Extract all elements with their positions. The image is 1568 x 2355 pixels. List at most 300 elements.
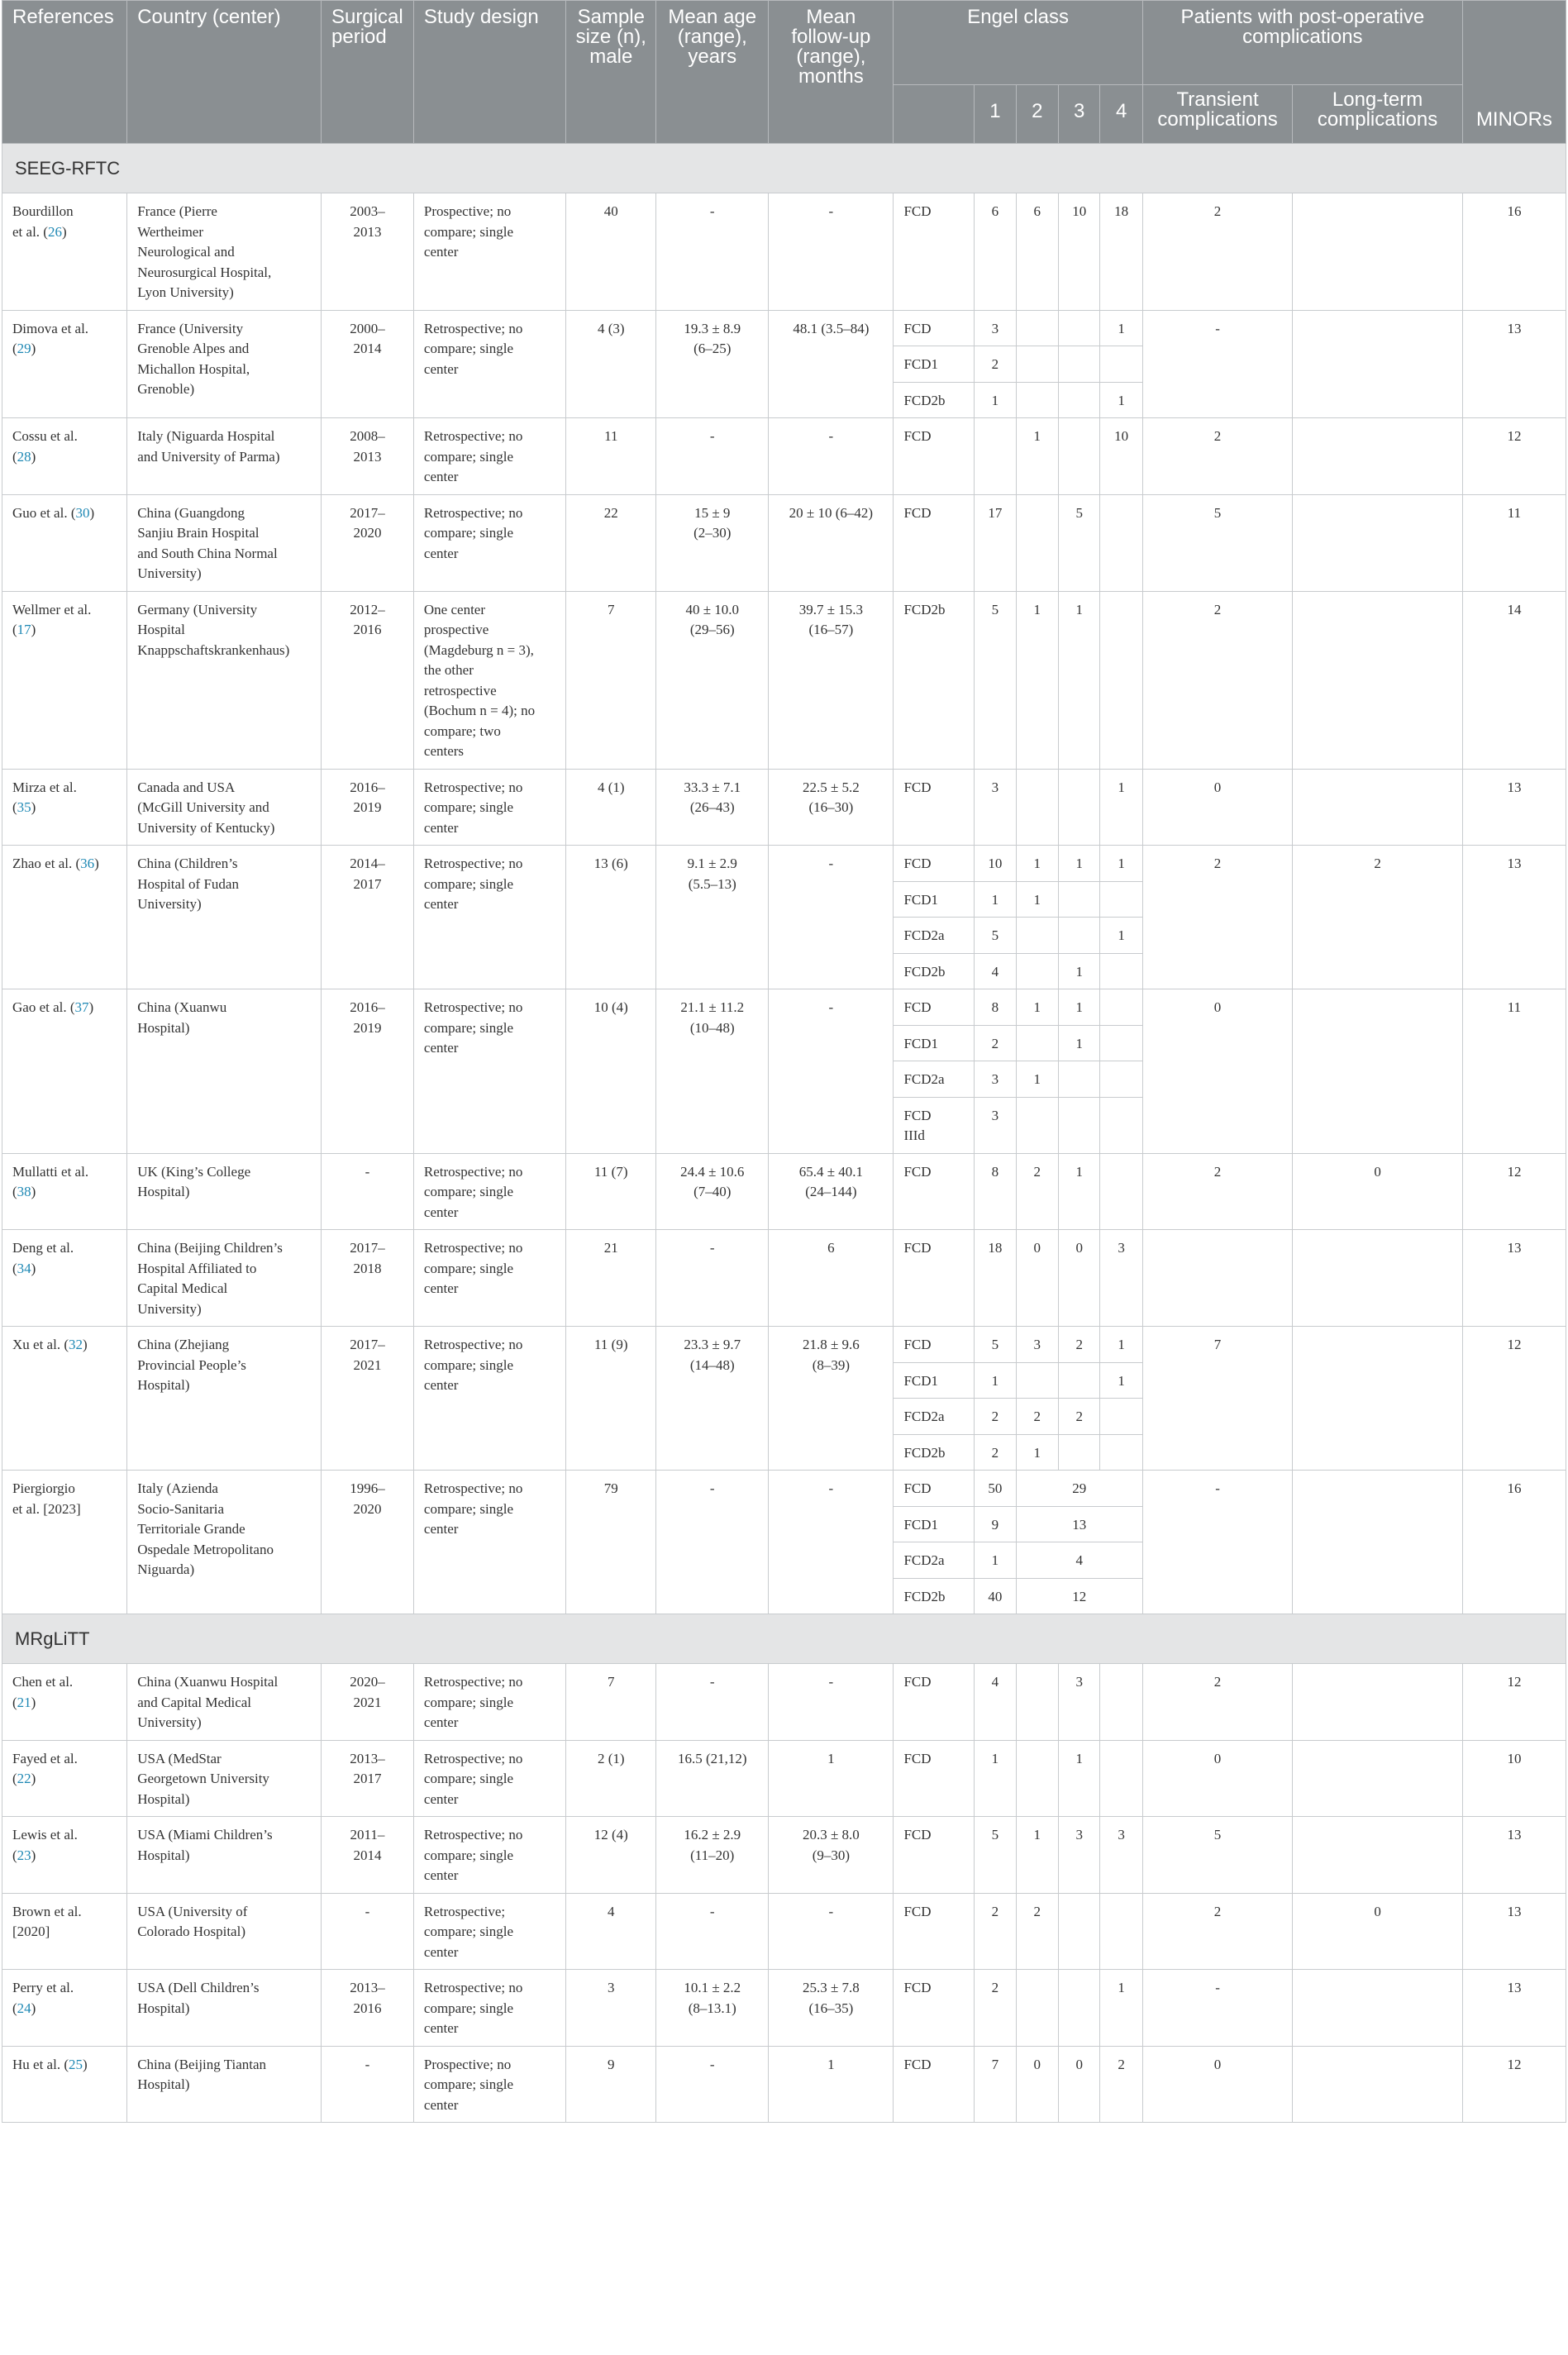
mean-followup-cell: - xyxy=(769,1471,894,1614)
study-design-cell: Retrospective; no compare; single center xyxy=(413,846,565,989)
transient-complications-cell: 2 xyxy=(1142,1893,1292,1970)
engel-4-cell xyxy=(1100,1097,1142,1153)
reference-link[interactable]: 29 xyxy=(17,341,31,356)
longterm-complications-cell xyxy=(1293,418,1463,495)
reference-text: Hu et al. ( xyxy=(12,2056,69,2072)
mean-age-cell: - xyxy=(656,1471,769,1614)
country-cell: Canada and USA (McGill University and University of Kentucky) xyxy=(127,769,322,846)
reference-link[interactable]: 22 xyxy=(17,1771,31,1786)
engel-3-cell xyxy=(1059,1970,1100,2047)
reference-close: ) xyxy=(82,2056,88,2072)
longterm-complications-cell xyxy=(1293,989,1463,1154)
study-design-cell: Prospective; no compare; single center xyxy=(413,2046,565,2123)
reference-text: Piergiorgio et al. [2023] xyxy=(12,1480,81,1517)
longterm-complications-cell xyxy=(1293,1740,1463,1817)
engel-3-cell: 1 xyxy=(1059,591,1100,769)
reference-cell xyxy=(2,1327,127,1471)
fcd-type-cell: FCD xyxy=(894,1893,975,1970)
reference-close: ) xyxy=(31,799,36,815)
header-engel-type-blank xyxy=(894,85,975,144)
sample-size-cell: 11 (7) xyxy=(566,1153,656,1230)
study-design-cell: Retrospective; no compare; single center xyxy=(413,310,565,418)
table-row xyxy=(2,1327,1566,1363)
transient-complications-cell: 2 xyxy=(1142,591,1292,769)
engel-3-cell: 1 xyxy=(1059,846,1100,882)
reference-text: Cossu et al. ( xyxy=(12,428,78,465)
header-engel-4: 4 xyxy=(1100,85,1142,144)
minors-cell: 12 xyxy=(1462,1664,1566,1741)
engel-1-cell xyxy=(975,418,1016,495)
sample-size-cell: 79 xyxy=(566,1471,656,1614)
reference-cell xyxy=(2,1817,127,1894)
mean-age-cell: 23.3 ± 9.7 (14–48) xyxy=(656,1327,769,1471)
engel-2-cell xyxy=(1016,1664,1058,1741)
sample-size-cell: 22 xyxy=(566,494,656,591)
study-design-cell: Retrospective; no compare; single center xyxy=(413,1817,565,1894)
fcd-type-cell: FCD1 xyxy=(894,1025,975,1061)
mean-age-cell: - xyxy=(656,1893,769,1970)
engel-1-cell: 5 xyxy=(975,1817,1016,1894)
engel-2-cell: 1 xyxy=(1016,1061,1058,1098)
header-longterm-complications: Long-term complications xyxy=(1293,85,1463,144)
engel-1-cell: 5 xyxy=(975,591,1016,769)
engel-1-cell: 3 xyxy=(975,1097,1016,1153)
engel-1-cell: 3 xyxy=(975,769,1016,846)
fcd-type-cell: FCD1 xyxy=(894,1362,975,1399)
mean-age-cell: 10.1 ± 2.2 (8–13.1) xyxy=(656,1970,769,2047)
reference-close: ) xyxy=(31,622,36,637)
engel-4-cell xyxy=(1100,953,1142,989)
reference-link[interactable]: 32 xyxy=(68,1337,83,1352)
engel-2-cell: 3 xyxy=(1016,1327,1058,1363)
engel-4-cell: 1 xyxy=(1100,1970,1142,2047)
minors-cell: 12 xyxy=(1462,1153,1566,1230)
fcd-type-cell: FCD2b xyxy=(894,382,975,418)
minors-cell: 13 xyxy=(1462,846,1566,989)
engel-2-cell: 6 xyxy=(1016,193,1058,311)
table-body xyxy=(2,144,1566,2123)
transient-complications-cell: 0 xyxy=(1142,989,1292,1154)
reference-cell xyxy=(2,591,127,769)
mean-followup-cell: 20 ± 10 (6–42) xyxy=(769,494,894,591)
transient-complications-cell: 2 xyxy=(1142,418,1292,495)
engel-1-cell: 3 xyxy=(975,1061,1016,1098)
engel-3-cell: 1 xyxy=(1059,953,1100,989)
reference-text: Wellmer et al. ( xyxy=(12,601,92,637)
reference-text: Bourdillon et al. ( xyxy=(12,203,74,240)
reference-text: Zhao et al. ( xyxy=(12,856,81,871)
country-cell: UK (King’s College Hospital) xyxy=(127,1153,322,1230)
engel-4-cell xyxy=(1100,1740,1142,1817)
country-cell: China (Xuanwu Hospital) xyxy=(127,989,322,1154)
sample-size-cell: 2 (1) xyxy=(566,1740,656,1817)
transient-complications-cell: 0 xyxy=(1142,769,1292,846)
mean-age-cell: 16.5 (21,12) xyxy=(656,1740,769,1817)
reference-cell xyxy=(2,418,127,495)
header-surgical-period: Surgical period xyxy=(322,1,414,144)
surgical-period-cell: 2017– 2021 xyxy=(322,1327,414,1471)
sample-size-cell: 7 xyxy=(566,591,656,769)
longterm-complications-cell xyxy=(1293,494,1463,591)
transient-complications-cell: 2 xyxy=(1142,1153,1292,1230)
sample-size-cell: 40 xyxy=(566,193,656,311)
engel-2-4-cell: 12 xyxy=(1016,1578,1142,1614)
mean-followup-cell: - xyxy=(769,418,894,495)
transient-complications-cell: 7 xyxy=(1142,1327,1292,1471)
minors-cell: 10 xyxy=(1462,1740,1566,1817)
sample-size-cell: 21 xyxy=(566,1230,656,1327)
country-cell: USA (University of Colorado Hospital) xyxy=(127,1893,322,1970)
study-design-cell: Retrospective; no compare; single center xyxy=(413,1664,565,1741)
header-engel-1: 1 xyxy=(975,85,1016,144)
reference-cell xyxy=(2,2046,127,2123)
engel-3-cell: 0 xyxy=(1059,1230,1100,1327)
engel-2-cell: 0 xyxy=(1016,1230,1058,1327)
fcd-type-cell: FCD1 xyxy=(894,346,975,383)
engel-2-cell xyxy=(1016,494,1058,591)
reference-link[interactable]: 38 xyxy=(17,1184,31,1199)
reference-link[interactable]: 30 xyxy=(75,504,90,521)
mean-followup-cell: 25.3 ± 7.8 (16–35) xyxy=(769,1970,894,2047)
reference-link[interactable]: 17 xyxy=(17,622,31,637)
country-cell: USA (Dell Children’s Hospital) xyxy=(127,1970,322,2047)
reference-cell xyxy=(2,1740,127,1817)
reference-cell xyxy=(2,1471,127,1614)
longterm-complications-cell: 0 xyxy=(1293,1893,1463,1970)
sample-size-cell: 11 (9) xyxy=(566,1327,656,1471)
engel-3-cell: 2 xyxy=(1059,1327,1100,1363)
header-minors-label: MINORs xyxy=(1475,108,1552,131)
header-engel-3: 3 xyxy=(1059,85,1100,144)
engel-3-cell xyxy=(1059,1362,1100,1399)
engel-2-cell: 1 xyxy=(1016,591,1058,769)
fcd-type-cell: FCD xyxy=(894,2046,975,2123)
engel-3-cell xyxy=(1059,1434,1100,1471)
reference-link[interactable]: 21 xyxy=(17,1694,31,1710)
engel-1-cell: 9 xyxy=(975,1506,1016,1542)
study-design-cell: One center prospective (Magdeburg n = 3), the other retrospective (Bochum n = 4); no compare; two centers xyxy=(413,591,565,769)
engel-1-cell: 1 xyxy=(975,382,1016,418)
engel-2-cell xyxy=(1016,346,1058,383)
country-cell: France (Pierre Wertheimer Neurological and Neurosurgical Hospital, Lyon University) xyxy=(127,193,322,311)
reference-close: ) xyxy=(88,999,94,1015)
minors-cell: 13 xyxy=(1462,1817,1566,1894)
header-mean-age: Mean age (range), years xyxy=(656,1,769,144)
engel-2-cell: 1 xyxy=(1016,1434,1058,1471)
mean-followup-cell: - xyxy=(769,846,894,989)
study-design-cell: Retrospective; no compare; single center xyxy=(413,1153,565,1230)
minors-cell: 16 xyxy=(1462,1471,1566,1614)
engel-1-cell: 50 xyxy=(975,1471,1016,1507)
table-row xyxy=(2,2046,1566,2123)
header-minors xyxy=(1462,1,1566,144)
table-row xyxy=(2,1664,1566,1741)
engel-3-cell: 0 xyxy=(1059,2046,1100,2123)
mean-followup-cell: - xyxy=(769,1664,894,1741)
fcd-type-cell: FCD xyxy=(894,310,975,346)
surgical-period-cell: - xyxy=(322,1893,414,1970)
country-cell: USA (MedStar Georgetown University Hospital) xyxy=(127,1740,322,1817)
engel-2-cell: 1 xyxy=(1016,989,1058,1026)
mean-age-cell: - xyxy=(656,1664,769,1741)
engel-4-cell xyxy=(1100,1399,1142,1435)
surgical-period-cell: 2017– 2020 xyxy=(322,494,414,591)
engel-2-cell xyxy=(1016,1097,1058,1153)
fcd-type-cell: FCD1 xyxy=(894,881,975,918)
country-cell: China (Xuanwu Hospital and Capital Medical University) xyxy=(127,1664,322,1741)
reference-link[interactable]: 24 xyxy=(17,2000,31,2016)
engel-3-cell xyxy=(1059,418,1100,495)
engel-2-cell xyxy=(1016,918,1058,954)
engel-4-cell xyxy=(1100,1153,1142,1230)
transient-complications-cell: - xyxy=(1142,1471,1292,1614)
engel-4-cell xyxy=(1100,346,1142,383)
reference-link[interactable]: 35 xyxy=(17,799,31,815)
engel-3-cell xyxy=(1059,918,1100,954)
engel-1-cell: 2 xyxy=(975,1399,1016,1435)
engel-3-cell: 1 xyxy=(1059,1025,1100,1061)
longterm-complications-cell xyxy=(1293,1970,1463,2047)
reference-link[interactable]: 23 xyxy=(17,1847,31,1863)
reference-close: ) xyxy=(31,1847,36,1863)
header-study-design: Study design xyxy=(413,1,565,144)
surgical-period-cell: 1996– 2020 xyxy=(322,1471,414,1614)
minors-cell: 16 xyxy=(1462,193,1566,311)
mean-age-cell: 15 ± 9 (2–30) xyxy=(656,494,769,591)
table-row xyxy=(2,1970,1566,2047)
engel-4-cell xyxy=(1100,1434,1142,1471)
longterm-complications-cell xyxy=(1293,1471,1463,1614)
surgical-period-cell: 2008– 2013 xyxy=(322,418,414,495)
reference-cell xyxy=(2,846,127,989)
fcd-type-cell: FCD2a xyxy=(894,1542,975,1579)
surgical-period-cell: 2016– 2019 xyxy=(322,989,414,1154)
study-design-cell: Retrospective; no compare; single center xyxy=(413,989,565,1154)
engel-4-cell xyxy=(1100,1061,1142,1098)
engel-1-cell: 8 xyxy=(975,1153,1016,1230)
mean-age-cell: - xyxy=(656,193,769,311)
longterm-complications-cell xyxy=(1293,2046,1463,2123)
surgical-period-cell: 2012– 2016 xyxy=(322,591,414,769)
minors-cell: 13 xyxy=(1462,1230,1566,1327)
reference-link[interactable]: 36 xyxy=(80,856,95,871)
engel-4-cell: 1 xyxy=(1100,1327,1142,1363)
fcd-type-cell: FCD xyxy=(894,1664,975,1741)
country-cell: China (Beijing Children’s Hospital Affiliated to Capital Medical University) xyxy=(127,1230,322,1327)
engel-4-cell: 1 xyxy=(1100,769,1142,846)
engel-2-cell xyxy=(1016,1025,1058,1061)
minors-cell: 13 xyxy=(1462,310,1566,418)
reference-text: Xu et al. ( xyxy=(12,1337,69,1352)
table-row xyxy=(2,418,1566,495)
engel-2-cell xyxy=(1016,769,1058,846)
table-row xyxy=(2,494,1566,591)
engel-3-cell xyxy=(1059,1097,1100,1153)
surgical-period-cell: 2016– 2019 xyxy=(322,769,414,846)
study-design-cell: Retrospective; no compare; single center xyxy=(413,1970,565,2047)
section-header-row xyxy=(2,1614,1566,1664)
engel-1-cell: 18 xyxy=(975,1230,1016,1327)
engel-2-4-cell: 29 xyxy=(1016,1471,1142,1507)
fcd-type-cell: FCD xyxy=(894,989,975,1026)
section-title: SEEG-RFTC xyxy=(2,144,1566,193)
engel-2-cell: 0 xyxy=(1016,2046,1058,2123)
table-row xyxy=(2,1893,1566,1970)
surgical-period-cell: 2020– 2021 xyxy=(322,1664,414,1741)
transient-complications-cell: 0 xyxy=(1142,1740,1292,1817)
mean-followup-cell: 21.8 ± 9.6 (8–39) xyxy=(769,1327,894,1471)
table-row xyxy=(2,989,1566,1026)
minors-cell: 11 xyxy=(1462,494,1566,591)
minors-cell: 12 xyxy=(1462,2046,1566,2123)
sample-size-cell: 11 xyxy=(566,418,656,495)
surgical-period-cell: 2013– 2017 xyxy=(322,1740,414,1817)
fcd-type-cell: FCD2a xyxy=(894,918,975,954)
engel-4-cell xyxy=(1100,591,1142,769)
engel-3-cell xyxy=(1059,881,1100,918)
engel-4-cell xyxy=(1100,1025,1142,1061)
study-design-cell: Prospective; no compare; single center xyxy=(413,193,565,311)
engel-1-cell: 17 xyxy=(975,494,1016,591)
engel-2-cell xyxy=(1016,310,1058,346)
reference-text: Deng et al. ( xyxy=(12,1240,74,1276)
engel-2-cell xyxy=(1016,1362,1058,1399)
reference-link[interactable]: 37 xyxy=(74,999,89,1015)
reference-text: Perry et al. ( xyxy=(12,1980,74,2016)
mean-age-cell: - xyxy=(656,418,769,495)
fcd-type-cell: FCD xyxy=(894,1327,975,1363)
study-design-cell: Retrospective; no compare; single center xyxy=(413,1230,565,1327)
study-design-cell: Retrospective; no compare; single center xyxy=(413,1327,565,1471)
country-cell: China (Guangdong Sanjiu Brain Hospital and South China Normal University) xyxy=(127,494,322,591)
engel-4-cell: 1 xyxy=(1100,918,1142,954)
engel-1-cell: 10 xyxy=(975,846,1016,882)
transient-complications-cell: 2 xyxy=(1142,193,1292,311)
transient-complications-cell: 2 xyxy=(1142,846,1292,989)
fcd-type-cell: FCD1 xyxy=(894,1506,975,1542)
engel-4-cell xyxy=(1100,494,1142,591)
fcd-type-cell: FCD xyxy=(894,494,975,591)
header-engel-class: Engel class xyxy=(894,1,1142,85)
study-design-cell: Retrospective; no compare; single center xyxy=(413,1740,565,1817)
mean-followup-cell: 39.7 ± 15.3 (16–57) xyxy=(769,591,894,769)
surgical-period-cell: 2000– 2014 xyxy=(322,310,414,418)
mean-age-cell: 40 ± 10.0 (29–56) xyxy=(656,591,769,769)
reference-close: ) xyxy=(31,341,36,356)
mean-age-cell: 19.3 ± 8.9 (6–25) xyxy=(656,310,769,418)
reference-link[interactable]: 25 xyxy=(68,2056,83,2072)
table-row xyxy=(2,1471,1566,1507)
engel-2-4-cell: 4 xyxy=(1016,1542,1142,1579)
reference-cell xyxy=(2,494,127,591)
longterm-complications-cell xyxy=(1293,769,1463,846)
mean-age-cell: - xyxy=(656,1230,769,1327)
fcd-type-cell: FCD2b xyxy=(894,953,975,989)
mean-followup-cell: 65.4 ± 40.1 (24–144) xyxy=(769,1153,894,1230)
minors-cell: 13 xyxy=(1462,1970,1566,2047)
fcd-type-cell: FCD xyxy=(894,1153,975,1230)
sample-size-cell: 4 (3) xyxy=(566,310,656,418)
header-patients-complications: Patients with post-operative complications xyxy=(1142,1,1462,85)
reference-cell xyxy=(2,1230,127,1327)
engel-4-cell: 1 xyxy=(1100,310,1142,346)
engel-3-cell xyxy=(1059,1061,1100,1098)
longterm-complications-cell xyxy=(1293,193,1463,311)
engel-2-cell xyxy=(1016,953,1058,989)
transient-complications-cell: 5 xyxy=(1142,494,1292,591)
reference-link[interactable]: 26 xyxy=(47,223,62,240)
engel-4-cell: 1 xyxy=(1100,382,1142,418)
sample-size-cell: 4 (1) xyxy=(566,769,656,846)
transient-complications-cell: - xyxy=(1142,1970,1292,2047)
sample-size-cell: 10 (4) xyxy=(566,989,656,1154)
mean-followup-cell: 1 xyxy=(769,1740,894,1817)
engel-1-cell: 1 xyxy=(975,881,1016,918)
engel-4-cell: 3 xyxy=(1100,1817,1142,1894)
fcd-type-cell: FCD xyxy=(894,846,975,882)
engel-1-cell: 4 xyxy=(975,953,1016,989)
mean-followup-cell: 6 xyxy=(769,1230,894,1327)
transient-complications-cell: 2 xyxy=(1142,1664,1292,1741)
engel-3-cell: 1 xyxy=(1059,989,1100,1026)
sample-size-cell: 3 xyxy=(566,1970,656,2047)
fcd-type-cell: FCD2a xyxy=(894,1061,975,1098)
study-table-container xyxy=(2,0,1566,2123)
fcd-type-cell: FCD2b xyxy=(894,1578,975,1614)
engel-2-cell: 1 xyxy=(1016,1817,1058,1894)
reference-text: Fayed et al. ( xyxy=(12,1750,78,1786)
longterm-complications-cell xyxy=(1293,1230,1463,1327)
country-cell: France (University Grenoble Alpes and Michallon Hospital, Grenoble) xyxy=(127,310,322,418)
engel-3-cell xyxy=(1059,769,1100,846)
reference-close: ) xyxy=(31,1260,36,1276)
surgical-period-cell: 2014– 2017 xyxy=(322,846,414,989)
reference-close: ) xyxy=(82,1337,88,1352)
engel-4-cell: 3 xyxy=(1100,1230,1142,1327)
engel-3-cell xyxy=(1059,1893,1100,1970)
reference-text: Guo et al. ( xyxy=(12,504,76,521)
mean-age-cell: 33.3 ± 7.1 (26–43) xyxy=(656,769,769,846)
study-design-cell: Retrospective; no compare; single center xyxy=(413,494,565,591)
sample-size-cell: 12 (4) xyxy=(566,1817,656,1894)
country-cell: Italy (Niguarda Hospital and University of Parma) xyxy=(127,418,322,495)
sample-size-cell: 13 (6) xyxy=(566,846,656,989)
engel-1-cell: 6 xyxy=(975,193,1016,311)
table-row xyxy=(2,846,1566,882)
surgical-period-cell: 2017– 2018 xyxy=(322,1230,414,1327)
minors-cell: 12 xyxy=(1462,418,1566,495)
engel-1-cell: 2 xyxy=(975,346,1016,383)
reference-close: ) xyxy=(94,856,99,871)
country-cell: China (Children’s Hospital of Fudan University) xyxy=(127,846,322,989)
fcd-type-cell: FCD xyxy=(894,418,975,495)
fcd-type-cell: FCD2a xyxy=(894,1399,975,1435)
table-row xyxy=(2,1230,1566,1327)
table-row xyxy=(2,1153,1566,1230)
reference-link[interactable]: 34 xyxy=(17,1260,31,1276)
header-engel-2: 2 xyxy=(1016,85,1058,144)
engel-4-cell xyxy=(1100,1893,1142,1970)
engel-1-cell: 7 xyxy=(975,2046,1016,2123)
fcd-type-cell: FCD xyxy=(894,1740,975,1817)
study-design-cell: Retrospective; no compare; single center xyxy=(413,769,565,846)
surgical-period-cell: 2011– 2014 xyxy=(322,1817,414,1894)
engel-1-cell: 1 xyxy=(975,1362,1016,1399)
reference-close: ) xyxy=(89,504,95,521)
reference-link[interactable]: 28 xyxy=(17,448,31,465)
engel-4-cell xyxy=(1100,881,1142,918)
engel-4-cell xyxy=(1100,989,1142,1026)
